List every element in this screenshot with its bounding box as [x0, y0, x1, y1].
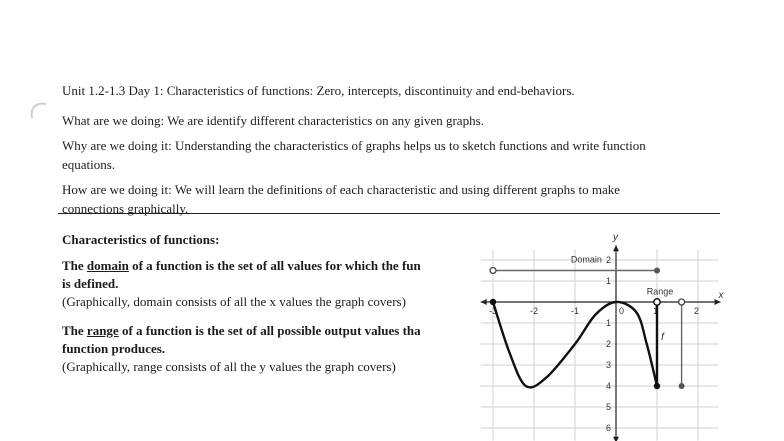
y-tick-label: 6 [606, 423, 612, 433]
range-endpoint-top [679, 299, 685, 305]
y-tick-label: 2 [606, 339, 612, 349]
x-tick-label: -3 [489, 306, 498, 316]
function-graph [478, 232, 738, 441]
function-label: f [661, 331, 664, 343]
page-curl-mark [28, 100, 48, 124]
domain-post: of a function is the set of all values for which the fun [128, 258, 421, 273]
y-tick-label: 4 [606, 381, 612, 391]
range-endpoint-bottom [679, 383, 685, 389]
how-line-1: How are we doing it: We will learn the definitions of each characteristic and using different graphs to make [62, 182, 621, 197]
range-graphical-note: (Graphically, range consists of all the y values the graph covers) [62, 359, 396, 374]
range-definition-line-1 [62, 323, 421, 339]
domain-term: domain [86, 258, 129, 273]
range-pre: The [62, 323, 87, 338]
range-term: range [86, 323, 119, 338]
why-line-1: Why are we doing it: Understanding the characteristics of graphs helps us to sketch functions and write function [62, 138, 646, 153]
section-heading: Characteristics of functions: [62, 232, 220, 247]
endpoint-left [490, 299, 496, 305]
unit-title: Unit 1.2-1.3 Day 1: Characteristics of functions: Zero, intercepts, discontinuity and end-behaviors. [62, 83, 575, 98]
domain-pre: The [62, 258, 87, 273]
range-label: Range [646, 286, 674, 297]
endpoint-bottom [654, 383, 660, 389]
y-axis-label: y [613, 232, 618, 244]
y-tick-label: 1 [606, 276, 612, 286]
how-line-2: connections graphically. [62, 201, 189, 216]
y-axis-arrow-down [613, 437, 619, 441]
section-divider [58, 213, 720, 214]
domain-graphical-note: (Graphically, domain consists of all the x values the graph covers) [62, 294, 406, 309]
x-axis-label: x [718, 290, 724, 301]
graph-grid [481, 250, 719, 441]
domain-definition-line-1 [62, 258, 421, 274]
x-tick-label: -2 [530, 306, 539, 316]
endpoint-open [654, 299, 660, 305]
why-line-2: equations. [62, 157, 116, 172]
y-axis-arrow [613, 245, 619, 251]
x-tick-label: -1 [571, 306, 580, 316]
what-line: What are we doing: We are identify different characteristics on any given graphs. [62, 113, 484, 128]
x-tick-label: 1 [653, 306, 659, 316]
domain-label: Domain [570, 254, 602, 265]
y-tick-label: 2 [606, 255, 612, 265]
x-tick-label: 0 [619, 306, 625, 316]
x-tick-label: 2 [694, 306, 700, 316]
range-post: of a function is the set of all possible output values tha [118, 323, 421, 338]
y-tick-label: 3 [606, 360, 612, 370]
graph-axes [481, 245, 721, 441]
domain-definition-line-2: is defined. [62, 276, 119, 291]
domain-endpoint-right [654, 268, 660, 274]
y-tick-label: 1 [606, 318, 612, 328]
x-axis-arrow-left [481, 299, 487, 305]
domain-endpoint-left [490, 268, 496, 274]
y-tick-label: 5 [606, 402, 612, 412]
range-definition-line-2: function produces. [62, 341, 166, 356]
